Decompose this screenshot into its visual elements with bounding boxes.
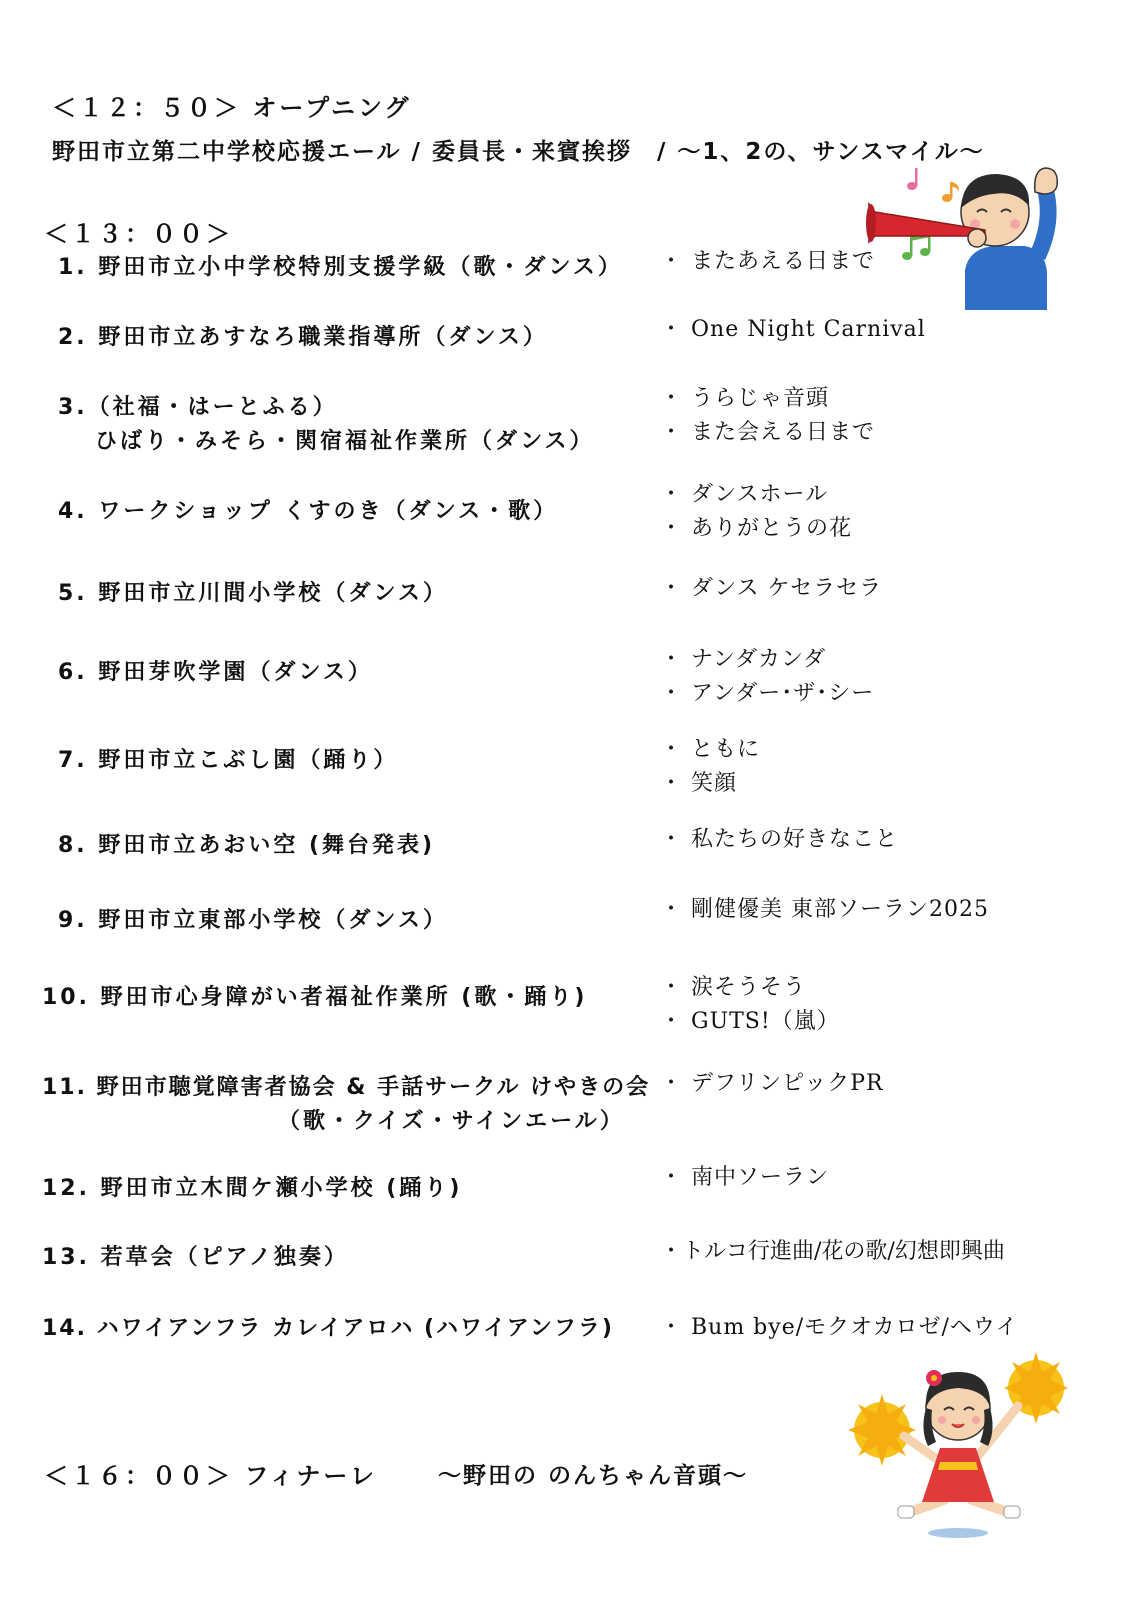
program-item-13-songs [660,1235,1005,1269]
boy-blowing-horn-icon [865,160,1070,310]
song-title: ・ また会える日まで [660,420,875,445]
program-item-7-label: 7. 野田市立こぶし園（踊り） [58,748,399,773]
song-title: ・ 涙そうそう [660,975,806,1000]
program-item-14-songs [660,1311,1018,1345]
program-item-7-songs [660,733,760,801]
cheerleader-girl-icon [848,1350,1068,1540]
program-item-11-label-line2: （歌・クイズ・サインエール） [278,1109,625,1134]
finale-song: ～野田の のんちゃん音頭～ [438,1463,749,1489]
program-item-3-songs [660,382,875,450]
program-item-4-songs [660,478,852,546]
program-item-4-label: 4. ワークショップ くすのき（ダンス・歌） [58,499,559,524]
program-item-12-songs [660,1161,829,1195]
program-item-14-label: 14. ハワイアンフラ カレイアロハ (ハワイアンフラ) [42,1316,614,1341]
program-item-11-label: 11. 野田市聴覚障害者協会 & 手話サークル けやきの会 [42,1075,651,1100]
program-item-10-songs [660,971,840,1039]
song-title: ・ ありがとうの花 [660,516,852,541]
program-item-2-songs [660,313,926,347]
song-title: ・ 南中ソーラン [660,1165,829,1190]
song-title: ・ ナンダカンダ [660,647,827,672]
song-title: ・ Bum bye/モクオカロゼ/ヘウイ [660,1315,1019,1340]
song-title: ・ アンダー･ザ･シー [660,681,875,706]
finale-time-label: ＜１６：００＞ フィナーレ [44,1462,377,1490]
song-title: ・ うらじゃ音頭 [660,386,829,411]
program-item-5-songs [660,572,882,606]
program-item-5-label: 5. 野田市立川間小学校（ダンス） [58,581,448,606]
song-title: ・ GUTS!（嵐） [660,1009,840,1034]
opening-time-label: ＜１２：５０＞ オープニング [52,94,412,122]
program-item-1-songs [660,245,875,279]
opening-details: 野田市立第二中学校応援エール / 委員長・来賓挨拶 / ～1、2の、サンスマイル～ [52,139,985,165]
song-title: ・ 笑顔 [660,771,737,796]
program-item-3-label-line2: ひばり・みそら・関宿福祉作業所（ダンス） [95,429,595,454]
program-item-6-songs [660,643,874,711]
song-title: ・ ダンスホール [660,482,829,507]
song-title: ・ 私たちの好きなこと [660,827,898,852]
program-item-9-label: 9. 野田市立東部小学校（ダンス） [58,908,448,933]
program-item-13-label: 13. 若草会（ピアノ独奏） [42,1245,349,1270]
program-item-1-label: 1. 野田市立小中学校特別支援学級（歌・ダンス） [58,255,623,280]
song-title: ・トルコ行進曲/花の歌/幻想即興曲 [660,1239,1005,1264]
program-item-6-label: 6. 野田芽吹学園（ダンス） [58,660,373,685]
program-item-3-label: 3.（社福・はーとふる） [58,395,338,420]
program-item-8-songs [660,823,898,857]
program-item-12-label: 12. 野田市立木間ケ瀬小学校 (踊り) [42,1176,463,1201]
song-title: ・ One Night Carnival [660,317,926,342]
program-item-10-label: 10. 野田市心身障がい者福祉作業所 (歌・踊り) [42,985,588,1010]
song-title: ・ 剛健優美 東部ソーラン2025 [660,897,989,922]
pompom-icon [848,1394,916,1466]
song-title: ・ ともに [660,737,760,762]
song-title: ・ デフリンピックPR [660,1071,884,1096]
song-title: ・ ダンス ケセラセラ [660,576,883,601]
program-item-2-label: 2. 野田市立あすなろ職業指導所（ダンス） [58,325,548,350]
music-note-icon [907,168,918,190]
program-item-11-songs [660,1067,884,1101]
song-title: ・ またあえる日まで [660,249,875,274]
program-item-8-label: 8. 野田市立あおい空 (舞台発表) [58,833,436,858]
program-item-9-songs [660,893,989,927]
program-start-time: ＜１３：００＞ [44,220,233,248]
music-note-icon [942,182,959,202]
